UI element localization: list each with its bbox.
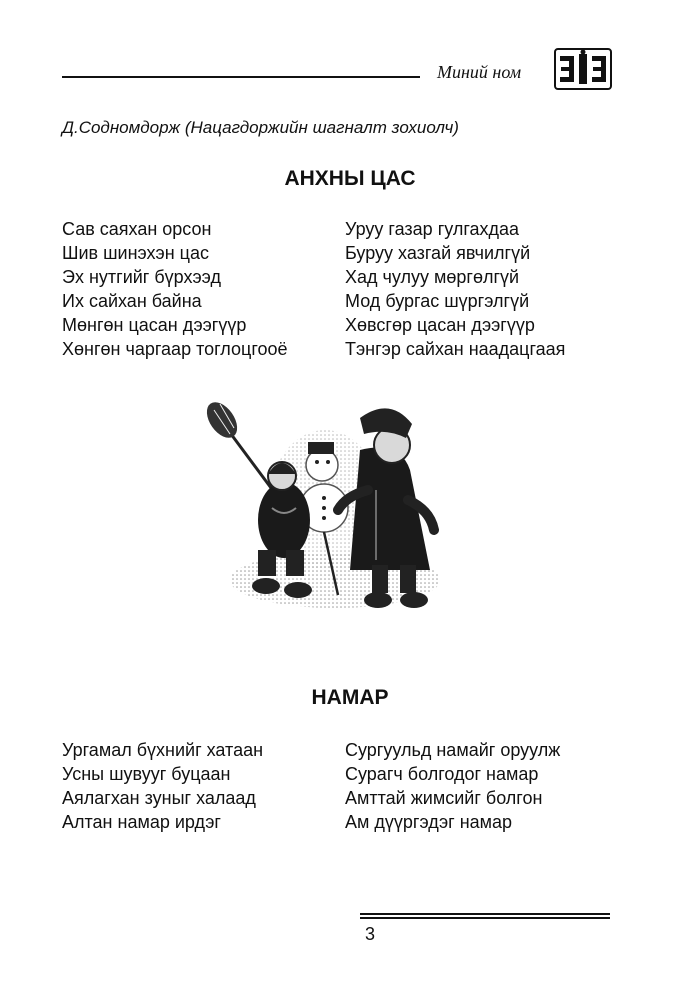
poem-1-right-column <box>345 217 565 361</box>
verse-line: Сургуульд намайг оруулж <box>345 740 561 760</box>
verse-line: Хад чулуу мөргөлгүй <box>345 267 520 287</box>
poem-1-left-column <box>62 217 288 361</box>
header-rule <box>62 76 420 78</box>
poem-title-first-snow: АНХНЫ ЦАС <box>284 167 416 190</box>
verse-line: Мод бургас шүргэлгүй <box>345 291 530 311</box>
verse-line: Аялагхан зуныг халаад <box>62 788 256 808</box>
verse-line: Усны шувууг буцаан <box>62 764 231 784</box>
verse-line: Сав саяхан орсон <box>62 219 212 239</box>
verse-line: Уруу газар гулгахдаа <box>345 219 520 239</box>
poem-title-autumn: НАМАР <box>311 686 389 709</box>
verse-line: Буруу хазгай явчилгүй <box>345 243 531 263</box>
author-line: Д.Содномдорж (Нацагдоржийн шагналт зохиолч) <box>62 118 459 137</box>
verse-line: Сурагч болгодог намар <box>345 764 539 784</box>
children-with-snowman-illustration-icon <box>200 390 460 620</box>
verse-line: Шив шинэхэн цас <box>62 243 209 263</box>
page-number: 3 <box>365 924 376 944</box>
verse-line: Хөнгөн чаргаар тоглоцгооё <box>62 339 288 359</box>
verse-line: Амттай жимсийг болгон <box>345 788 543 808</box>
verse-line: Алтан намар ирдэг <box>62 812 221 832</box>
book-series-logo-icon <box>554 48 612 90</box>
verse-line: Эх нутгийг бүрхээд <box>62 267 221 287</box>
verse-line: Ургамал бүхнийг хатаан <box>62 740 264 760</box>
footer-rule-top <box>360 913 610 915</box>
poem-2-right-column <box>345 738 560 834</box>
verse-line: Ам дүүргэдэг намар <box>345 812 513 832</box>
poem-2-left-column <box>62 738 263 834</box>
verse-line: Их сайхан байна <box>62 291 202 311</box>
footer-rule-bottom <box>360 917 610 919</box>
verse-line: Мөнгөн цасан дээгүүр <box>62 315 247 335</box>
verse-line: Тэнгэр сайхан наадацгаая <box>345 339 566 359</box>
series-title: Миний ном <box>437 62 522 82</box>
verse-line: Хөвсгөр цасан дээгүүр <box>345 315 535 335</box>
